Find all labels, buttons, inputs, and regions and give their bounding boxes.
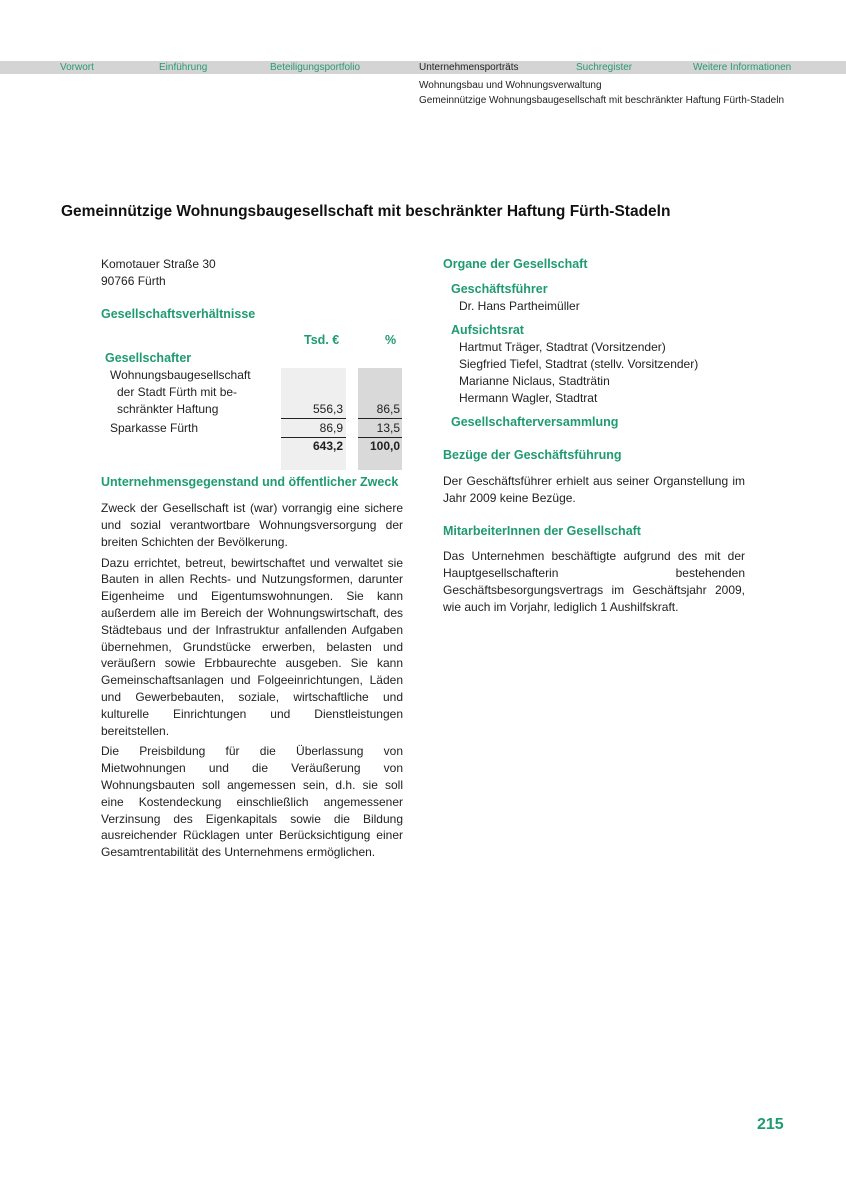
row-name (110, 367, 251, 417)
nav-vorwort[interactable]: Vorwort (60, 62, 94, 73)
row-name: Sparkasse Fürth (110, 421, 199, 436)
header-tsd: Tsd. € (304, 333, 340, 348)
section-heading: Unternehmensgegenstand und öffentlicher Zweck (101, 475, 399, 490)
person: Hartmut Träger, Stadtrat (Vorsitzender) (459, 340, 666, 355)
group-heading: Gesellschafter (105, 351, 192, 366)
person: Marianne Niclaus, Stadträtin (459, 373, 610, 388)
breadcrumb-company: Gemeinnützige Wohnungsbaugesellschaft mit beschränkter Haftung Fürth-Stadeln (419, 95, 785, 106)
paragraph: Zweck der Gesellschaft ist (war) vorrangig eine sichere und sozial verantwortbare Wohnungsversorgung der breiten Schichten der Bevölkerung. (101, 501, 403, 549)
section-heading: Gesellschaftsverhältnisse (101, 306, 256, 321)
paragraph: Das Unternehmen beschäftigte aufgrund des mit der Hauptgesellschafterin bestehenden Geschäftsbesorgungsvertrags im Geschäftsjahr 2009, wie auch im Vorjahr, lediglich 1 Aushilfskraft. (443, 549, 745, 614)
total-tsd: 643,2 (312, 439, 343, 454)
shareholder-table (101, 326, 403, 454)
paragraph: Der Geschäftsführer erhielt aus seiner Organstellung im Jahr 2009 keine Bezüge. (443, 473, 745, 505)
cell-pct: 13,5 (376, 421, 400, 436)
subheading: Aufsichtsrat (451, 323, 524, 338)
nav-weitere-informationen[interactable]: Weitere Informationen (693, 62, 792, 73)
person: Siegfried Tiefel, Stadtrat (stellv. Vorsitzender) (459, 356, 699, 371)
person: Hermann Wagler, Stadtrat (459, 390, 598, 405)
section-heading: Bezüge der Geschäftsführung (443, 448, 622, 463)
subheading: Geschäftsführer (451, 281, 548, 296)
nav-suchregister[interactable]: Suchregister (576, 62, 633, 73)
address-street: Komotauer Straße 30 (101, 257, 216, 271)
subheading: Gesellschafterversammlung (451, 415, 619, 430)
paragraph: Dazu errichtet, betreut, bewirtschaftet und verwaltet sie Bauten in allen Rechts- und Nutzungsformen, darunter Eigenheime und Eigentumswohnungen. Sie kann außerdem alle im Bereich der Wohnungswirtschaft, des Städtebaus und der Infrastruktur anfallenden Aufgaben übernehmen, Grundstücke erwerben, belasten und veräußern sowie Erbbaurechte ausgeben. Sie kann Gemeinschaftsanlagen und Folgeeinrichtungen, Läden und Gewerbebauten, soziale, wirtschaftliche und kulturelle Einrichtungen und Dienstleistungen bereitstellen. (101, 555, 403, 738)
left-column (101, 256, 403, 861)
cell-pct: 86,5 (376, 402, 400, 417)
page-title: Gemeinnützige Wohnungsbaugesellschaft mit beschränkter Haftung Fürth-Stadeln (61, 203, 671, 220)
paragraph: Die Preisbildung für die Überlassung von Mietwohnungen und die Veräußerung von Wohnungsbauten soll angemessen sein, d.h. sie soll eine Kostendeckung einschließlich angemessener Verzinsung des Eigenkapitals sowie die Bildung ausreichender Rücklagen unter Berücksichtigung einer Gesamtrentabilität des Unternehmens ermöglichen. (101, 744, 403, 860)
section-heading: MitarbeiterInnen der Gesellschaft (443, 523, 641, 538)
breadcrumb-category: Wohnungsbau und Wohnungsverwaltung (419, 80, 602, 91)
nav-beteiligungsportfolio[interactable]: Beteiligungsportfolio (270, 62, 361, 73)
cell-tsd: 86,9 (319, 421, 343, 436)
right-column (443, 256, 745, 616)
header-pct: % (385, 333, 397, 348)
nav-einfuehrung[interactable]: Einführung (159, 62, 208, 73)
divider (281, 418, 346, 419)
divider (358, 418, 402, 419)
row-name-line: Wohnungsbaugesellschaft (110, 368, 251, 383)
section-heading: Organe der Gesellschaft (443, 257, 588, 271)
row-name-line: der Stadt Fürth mit be- (117, 385, 238, 400)
row-name-line: schränkter Haftung (117, 401, 219, 416)
address-city: 90766 Fürth (101, 273, 166, 288)
cell-tsd: 556,3 (312, 402, 343, 417)
top-navigation (0, 61, 846, 74)
nav-unternehmensportraets[interactable]: Unternehmensporträts (419, 62, 519, 73)
person: Dr. Hans Partheimüller (459, 298, 580, 313)
page-number: 215 (757, 1116, 784, 1133)
total-pct: 100,0 (369, 439, 400, 454)
